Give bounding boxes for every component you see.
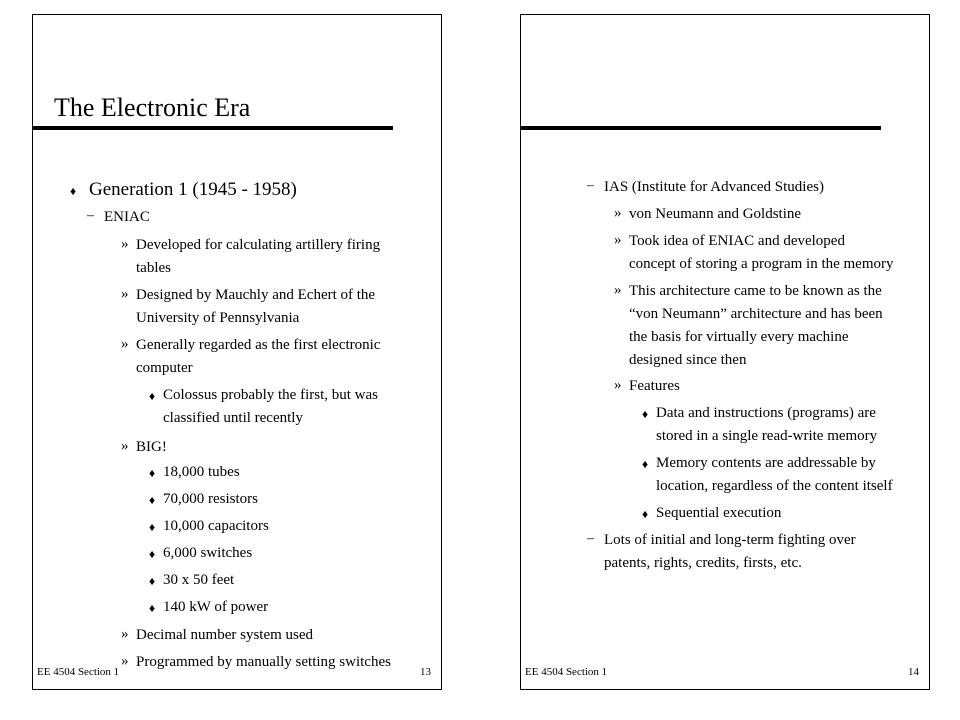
guillemet-bullet-icon: » — [614, 205, 622, 221]
outline-line-level-3: von Neumann and Goldstine — [629, 206, 802, 222]
outline-line-level-3: tables — [136, 260, 171, 276]
outline-line-level-3: the basis for virtually every machine — [629, 329, 849, 345]
dash-bullet-icon: – — [87, 208, 94, 223]
outline-line-level-3: Generally regarded as the first electronic — [136, 337, 381, 353]
guillemet-bullet-icon: » — [614, 282, 622, 298]
guillemet-bullet-icon: » — [121, 236, 129, 252]
guillemet-bullet-icon: » — [121, 336, 129, 352]
outline-line-level-3: Features — [629, 378, 680, 394]
diamond-bullet-icon: ♦ — [149, 601, 156, 615]
diamond-bullet-icon: ♦ — [642, 407, 649, 421]
outline-line-level-4: location, regardless of the content itself — [656, 478, 893, 494]
outline-line-level-4: 10,000 capacitors — [163, 518, 269, 534]
guillemet-bullet-icon: » — [121, 653, 129, 669]
guillemet-bullet-icon: » — [121, 626, 129, 642]
outline-line-level-4: 140 kW of power — [163, 599, 269, 615]
outline-line-level-4: 30 x 50 feet — [163, 572, 235, 588]
footer-page-number: 14 — [908, 666, 919, 678]
outline-line-level-3: Programmed by manually setting switches — [136, 654, 391, 670]
outline-line-level-3: concept of storing a program in the memory — [629, 256, 894, 272]
outline-line-level-4: Sequential execution — [656, 505, 782, 521]
page-title: The Electronic Era — [54, 93, 251, 122]
outline-line-level-2: patents, rights, credits, firsts, etc. — [604, 555, 802, 571]
diamond-bullet-icon: ♦ — [642, 507, 649, 521]
slide-page-13 — [32, 14, 442, 690]
outline-line-level-4: Memory contents are addressable by — [656, 455, 876, 471]
outline-line-level-1: Generation 1 (1945 - 1958) — [89, 179, 297, 200]
footer-page-number: 13 — [420, 666, 431, 678]
guillemet-bullet-icon: » — [614, 232, 622, 248]
footer-course-label: EE 4504 Section 1 — [525, 666, 608, 678]
outline-line-level-4: Colossus probably the first, but was — [163, 387, 378, 403]
outline-line-level-4: 70,000 resistors — [163, 491, 258, 507]
outline-line-level-3: Developed for calculating artillery firing — [136, 237, 381, 253]
slide-page-14 — [520, 14, 930, 690]
title-underline — [521, 126, 881, 130]
diamond-bullet-icon: ♦ — [149, 466, 156, 480]
outline-line-level-3: computer — [136, 360, 193, 376]
outline-line-level-3: Decimal number system used — [136, 627, 314, 643]
outline-line-level-4: Data and instructions (programs) are — [656, 405, 876, 421]
diamond-bullet-icon: ♦ — [149, 493, 156, 507]
outline-line-level-3: Designed by Mauchly and Echert of the — [136, 287, 376, 303]
diamond-bullet-icon: ♦ — [70, 184, 77, 198]
guillemet-bullet-icon: » — [121, 438, 129, 454]
outline-line-level-2: ENIAC — [104, 209, 150, 225]
diamond-bullet-icon: ♦ — [149, 547, 156, 561]
guillemet-bullet-icon: » — [614, 377, 622, 393]
guillemet-bullet-icon: » — [121, 286, 129, 302]
dash-bullet-icon: – — [587, 531, 594, 546]
outline-line-level-3: This architecture came to be known as the — [629, 283, 882, 299]
outline-line-level-4: classified until recently — [163, 410, 303, 426]
outline-line-level-2: Lots of initial and long-term fighting over — [604, 532, 856, 548]
outline-line-level-4: 18,000 tubes — [163, 464, 240, 480]
outline-line-level-4: 6,000 switches — [163, 545, 253, 561]
title-underline — [33, 126, 393, 130]
diamond-bullet-icon: ♦ — [149, 574, 156, 588]
footer-course-label: EE 4504 Section 1 — [37, 666, 120, 678]
outline-line-level-3: Took idea of ENIAC and developed — [629, 233, 845, 249]
diamond-bullet-icon: ♦ — [149, 520, 156, 534]
outline-line-level-3: BIG! — [136, 439, 167, 455]
diamond-bullet-icon: ♦ — [149, 389, 156, 403]
outline-line-level-2: IAS (Institute for Advanced Studies) — [604, 179, 824, 195]
outline-line-level-3: University of Pennsylvania — [136, 310, 300, 326]
outline-line-level-3: designed since then — [629, 352, 747, 368]
diamond-bullet-icon: ♦ — [642, 457, 649, 471]
dash-bullet-icon: – — [587, 178, 594, 193]
outline-line-level-4: stored in a single read-write memory — [656, 428, 878, 444]
outline-line-level-3: “von Neumann” architecture and has been — [629, 306, 883, 322]
